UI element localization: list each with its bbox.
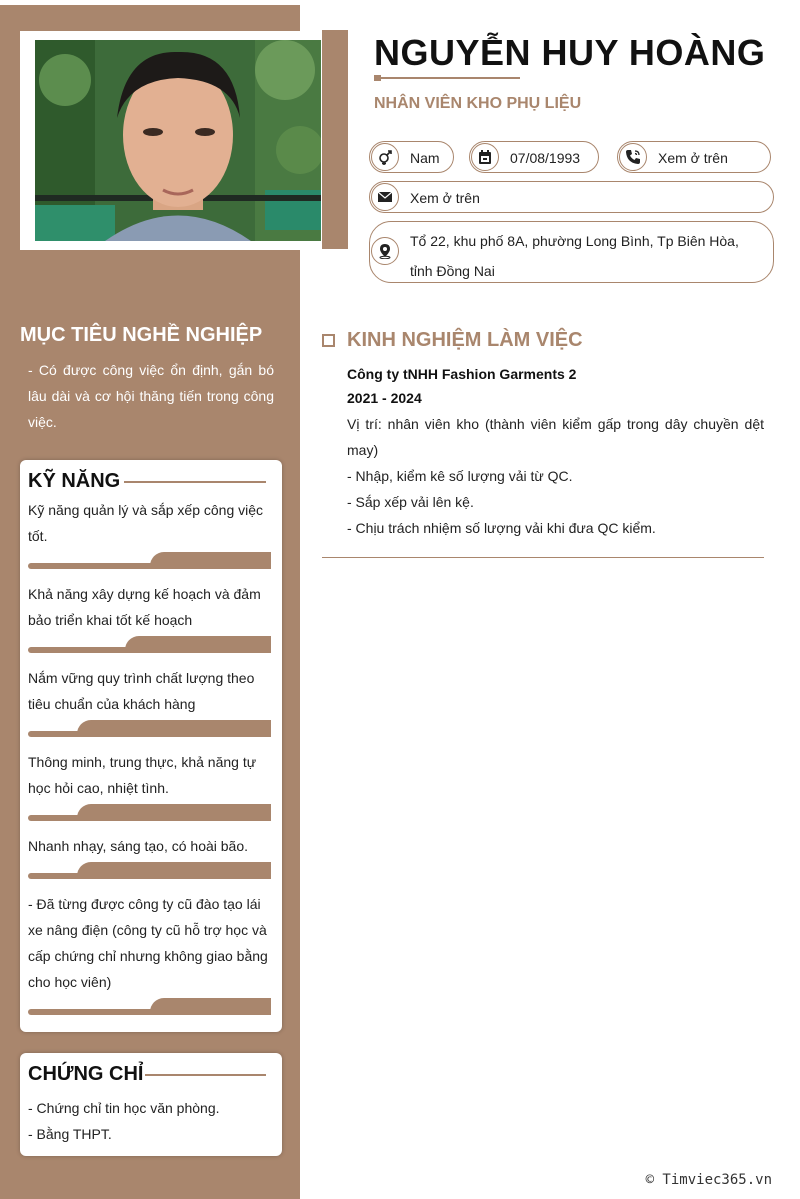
skills-card <box>20 460 282 1032</box>
certificates-title-line <box>145 1074 266 1076</box>
experience-divider <box>322 557 764 558</box>
experience-company: Công ty tNHH Fashion Garments 2 <box>347 366 577 382</box>
email-pill <box>369 181 774 213</box>
phone-pill <box>617 141 771 173</box>
skill-item: - Đã từng được công ty cũ đào tạo lái xe nâng điện (công ty cũ hỗ trợ học và cấp chứng chỉ nhưng không giao bằng cho học viên) <box>28 896 268 990</box>
skill-bar <box>28 719 271 737</box>
skill-bar <box>28 997 271 1015</box>
skill-item: Nắm vững quy trình chất lượng theo tiêu chuẩn của khách hàng <box>28 670 255 712</box>
skills-title: KỸ NĂNG <box>28 470 121 492</box>
certificates-title: CHỨNG CHỈ <box>28 1063 144 1085</box>
skill-bar <box>28 861 271 879</box>
skill-item: Thông minh, trung thực, khả năng tự học hỏi cao, nhiệt tình. <box>28 754 257 796</box>
photo-accent <box>322 30 348 249</box>
gender-icon <box>371 143 399 171</box>
experience-description <box>347 411 764 541</box>
address-pill <box>369 221 774 283</box>
objective-title: MỤC TIÊU NGHỀ NGHIỆP <box>20 324 263 346</box>
birthday-pill <box>469 141 599 173</box>
experience-line: Vị trí: nhân viên kho (thành viên kiểm gấp trong dây chuyền dệt may) <box>347 416 764 458</box>
skill-item: Kỹ năng quản lý và sắp xếp công việc tốt. <box>28 502 264 544</box>
skill-item: Nhanh nhạy, sáng tạo, có hoài bão. <box>28 838 249 854</box>
experience-line: - Nhập, kiểm kê số lượng vải từ QC. <box>347 468 573 484</box>
calendar-icon <box>471 143 499 171</box>
section-marker-icon <box>322 334 335 347</box>
candidate-name: NGUYỄN HUY HOÀNG <box>374 32 766 73</box>
avatar <box>35 40 321 241</box>
skills-title-line <box>124 481 266 483</box>
email-icon <box>371 183 399 211</box>
footer-watermark: © Timviec365.vn <box>645 1172 772 1188</box>
experience-period: 2021 - 2024 <box>347 390 422 406</box>
certificate-item: - Bằng THPT. <box>28 1126 112 1142</box>
email-value: Xem ở trên <box>410 190 480 206</box>
name-underline <box>374 77 520 79</box>
experience-line: - Chịu trách nhiệm số lượng vải khi đưa QC kiểm. <box>347 520 656 536</box>
birthday-value: 07/08/1993 <box>510 150 581 166</box>
address-value: Tổ 22, khu phố 8A, phường Long Bình, Tp Biên Hòa, tỉnh Đồng Nai <box>410 233 739 279</box>
certificates-card <box>20 1053 282 1156</box>
job-title: NHÂN VIÊN KHO PHỤ LIỆU <box>374 95 582 112</box>
experience-title: KINH NGHIỆM LÀM VIỆC <box>347 329 583 351</box>
phone-icon <box>619 143 647 171</box>
location-icon <box>371 237 399 265</box>
certificate-item: - Chứng chỉ tin học văn phòng. <box>28 1100 220 1116</box>
skill-bar <box>28 635 271 653</box>
objective-text: - Có được công việc ổn định, gắn bó lâu dài và cơ hội thăng tiến trong công việc. <box>28 362 274 430</box>
skill-bar <box>28 803 271 821</box>
phone-value: Xem ở trên <box>658 150 728 166</box>
gender-pill <box>369 141 454 173</box>
skill-item: Khả năng xây dựng kế hoạch và đảm bảo triển khai tốt kế hoạch <box>28 586 261 628</box>
gender-value: Nam <box>410 150 440 166</box>
experience-line: - Sắp xếp vải lên kệ. <box>347 494 474 510</box>
skill-bar <box>28 551 271 569</box>
